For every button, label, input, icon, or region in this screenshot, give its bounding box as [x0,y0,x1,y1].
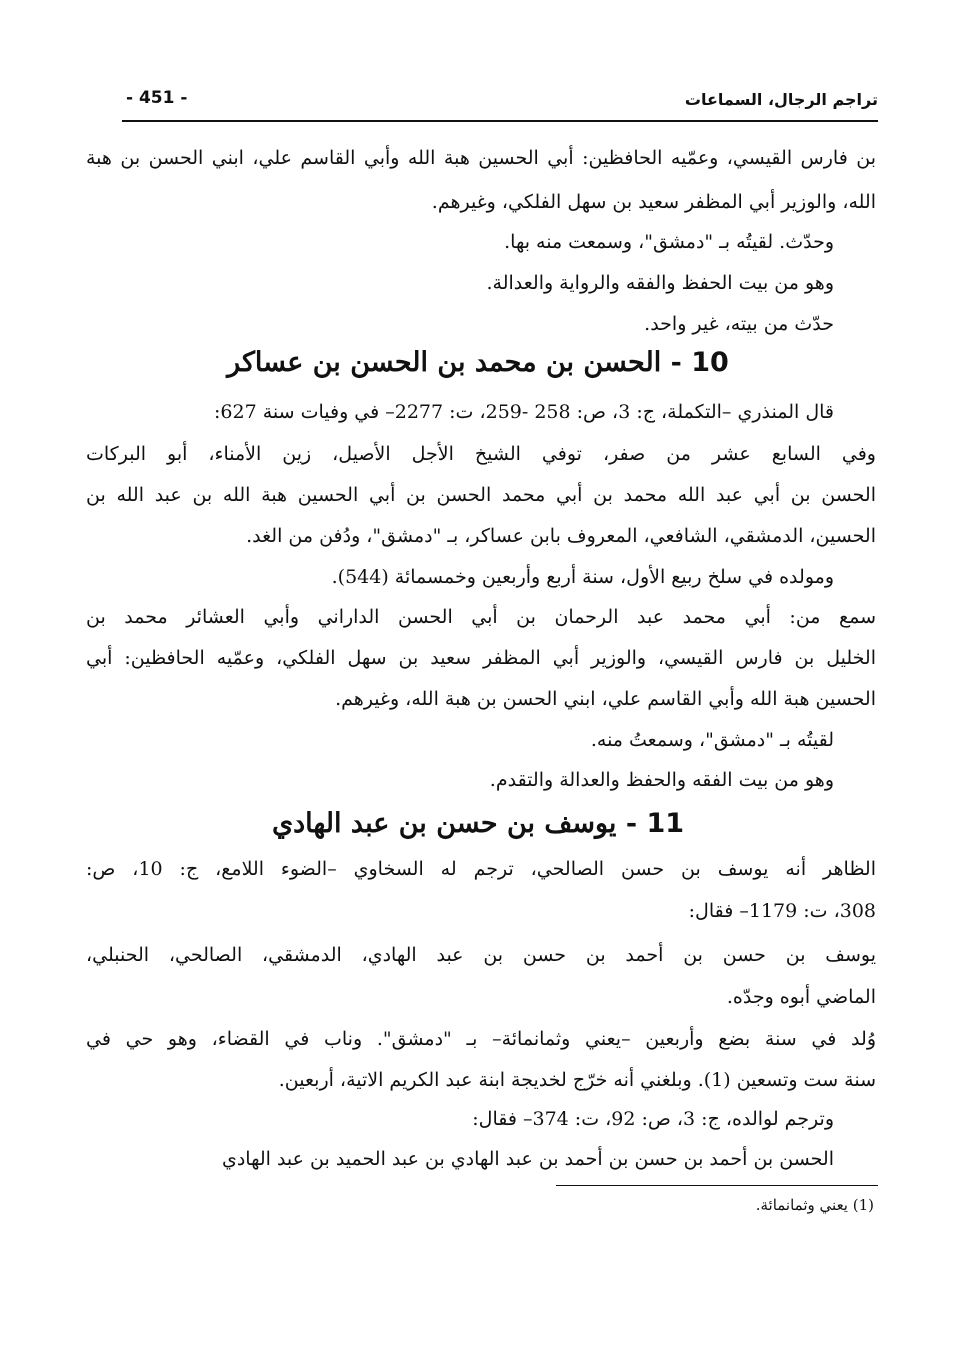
entry-heading-11 [0,807,956,841]
running-title: تراجم الرجال، السماعات [684,90,878,109]
text-line: وفي السابع عشر من صفر، توفي الشيخ الأجل الأصيل، زين الأمناء، أبو البركات [86,443,876,465]
text-line: سنة ست وتسعين (1). وبلغني أنه خرّج لخديجة ابنة عبد الكريم الاتية، أربعين. [278,1069,876,1091]
text-line: حدّث من بيته، غير واحد. [644,313,834,335]
text-line: الحسين هبة الله وأبي القاسم علي، ابني الحسن بن هبة الله، وغيرهم. [335,688,876,710]
text-line: سمع من: أبي محمد عبد الرحمان بن أبي الحسن الداراني وأبي العشائر محمد بن [86,606,876,628]
entry-number: 10 [691,347,729,378]
text-line: الماضي أبوه وجدّه. [726,986,876,1008]
text-line: وترجم لوالده، ج: 3، ص: 92، ت: 374– فقال: [472,1108,834,1130]
text-line: بن فارس القيسي، وعمّيه الحافظين: أبي الحسين هبة الله وأبي القاسم علي، ابني الحسن بن هبة [86,147,876,169]
text-line: الحسين، الدمشقي، الشافعي، المعروف بابن عساكر، بـ "دمشق"، ودُفن من الغد. [246,525,876,547]
text-line: الظاهر أنه يوسف بن حسن الصالحي، ترجم له السخاوي –الضوء اللامع، ج: 10، ص: [86,858,876,880]
text-line: ومولده في سلخ ربيع الأول، سنة أربع وأربعين وخمسمائة (544). [331,566,834,588]
text-line: وحدّث. لقيتُه بـ "دمشق"، وسمعت منه بها. [504,231,834,253]
entry-title: - يوسف بن حسن بن عبد الهادي [271,808,638,839]
entry-heading-10 [0,346,956,380]
page-header [122,86,878,122]
text-line: قال المنذري –التكملة، ج: 3، ص: 258 -259، ت: 2277– في وفيات سنة 627: [213,401,834,423]
footnote: (1) يعني وثمانمائة. [755,1196,874,1214]
text-line: الحسن بن أحمد بن حسن بن أحمد بن عبد الهادي بن عبد الحميد بن عبد الهادي [221,1148,834,1170]
text-line: 308، ت: 1179– فقال: [688,900,876,922]
text-line: وهو من بيت الحفظ والفقه والرواية والعدالة. [486,272,834,294]
text-line: وُلد في سنة بضع وأربعين –يعني وثمانمائة– بـ "دمشق". وناب في القضاء، وهو حي في [86,1028,876,1050]
text-line: الخليل بن فارس القيسي، والوزير أبي المظفر سعيد بن سهل الفلكي، وعمّيه الحافظين: أبي [86,647,876,669]
text-line: يوسف بن حسن بن أحمد بن حسن بن عبد الهادي، الدمشقي، الصالحي، الحنبلي، [86,944,876,966]
entry-number: 11 [646,808,685,839]
text-line: لقيتُه بـ "دمشق"، وسمعتُ منه. [590,729,834,751]
text-line: الحسن بن أبي عبد الله محمد بن أبي محمد الحسن بن أبي الحسين هبة الله بن عبد الله بن [86,484,876,506]
text-line: الله، والوزير أبي المظفر سعيد بن سهل الفلكي، وغيرهم. [431,191,876,213]
text-line: وهو من بيت الفقه والحفظ والعدالة والتقدم. [489,769,834,791]
entry-title: - الحسن بن محمد بن الحسن بن عساكر [227,347,682,378]
footnote-divider [556,1185,878,1186]
page-number: - 451 - [126,88,188,108]
